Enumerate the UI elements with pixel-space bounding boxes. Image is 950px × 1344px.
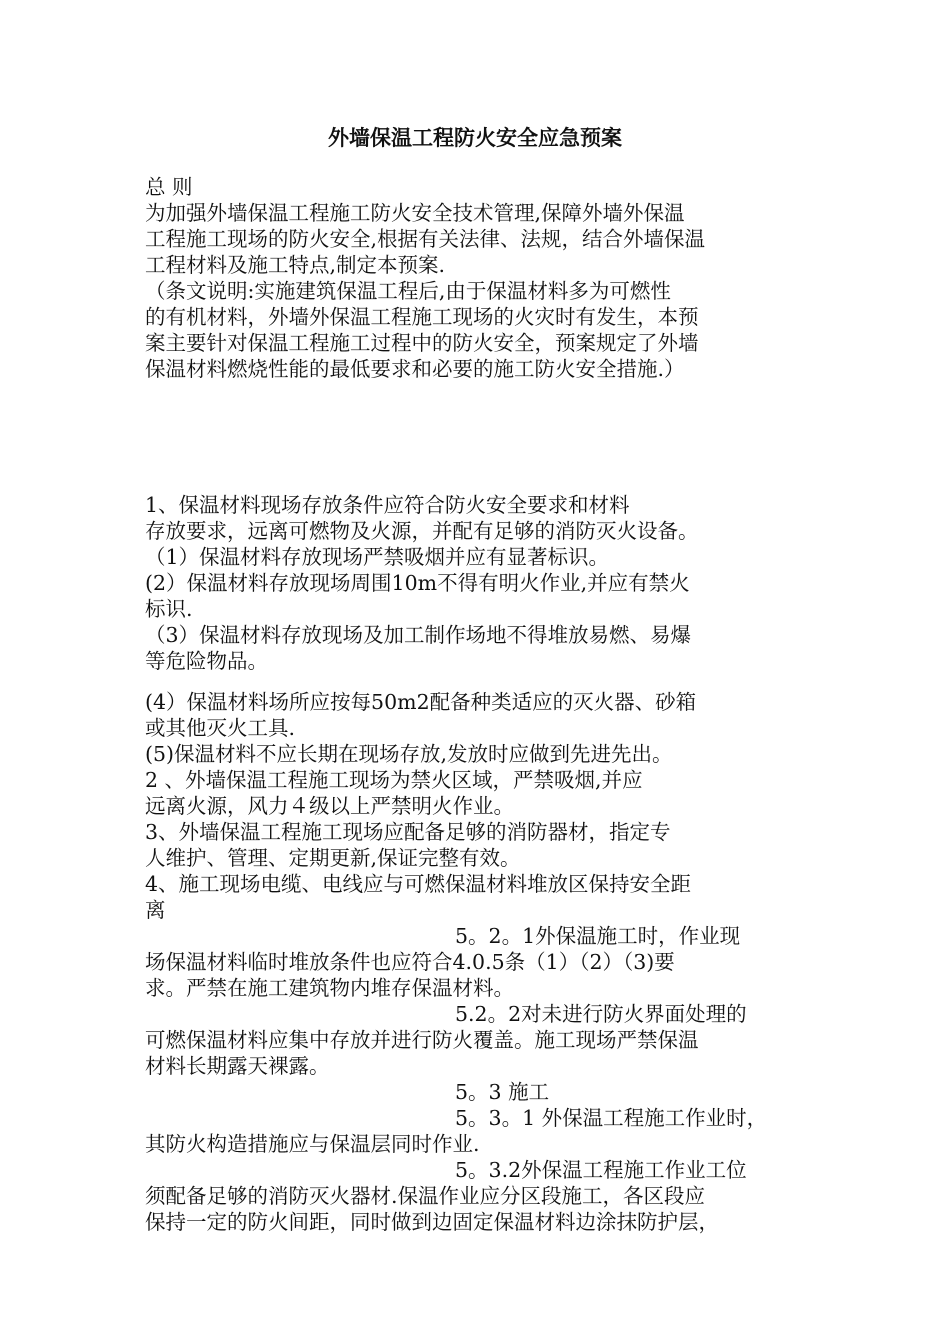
text-line: 或其他灭火工具. [145, 716, 296, 740]
text-line: 远离火源，风力４级以上严禁明火作业。 [145, 794, 514, 818]
text-line: 等危险物品。 [145, 649, 268, 673]
text-line: 工程施工现场的防火安全,根据有关法律、法规，结合外墙保温 [145, 227, 706, 251]
text-line: 场保温材料临时堆放条件也应符合4.0.5条（1）（2）（3)要 [145, 950, 675, 974]
text-line: (2）保温材料存放现场周围10m不得有明火作业,并应有禁火 [145, 571, 690, 595]
text-line: 可燃保温材料应集中存放并进行防火覆盖。施工现场严禁保温 [145, 1028, 699, 1052]
text-line: 保温材料燃烧性能的最低要求和必要的施工防火安全措施.） [145, 357, 685, 381]
text-line: 5。3.2外保温工程施工作业工位 [455, 1158, 747, 1182]
text-line: 离 [145, 898, 166, 922]
text-line: 案主要针对保温工程施工过程中的防火安全，预案规定了外墙 [145, 331, 699, 355]
section-heading: 总 则 [145, 175, 193, 199]
text-line: 2 、外墙保温工程施工现场为禁火区域，严禁吸烟,并应 [145, 768, 643, 792]
text-line: 人维护、管理、定期更新,保证完整有效。 [145, 846, 521, 870]
text-line: 的有机材料，外墙外保温工程施工现场的火灾时有发生，本预 [145, 305, 699, 329]
text-line: 求。严禁在施工建筑物内堆存保温材料。 [145, 976, 514, 1000]
subsection-heading: 5。3 施工 [455, 1080, 550, 1104]
text-line: 须配备足够的消防灭火器材.保温作业应分区段施工，各区段应 [145, 1184, 706, 1208]
text-line: 材料长期露天裸露。 [145, 1054, 330, 1078]
text-line: 存放要求，远离可燃物及火源，并配有足够的消防灭火设备。 [145, 519, 699, 543]
document-title: 外墙保温工程防火安全应急预案 [328, 125, 622, 150]
text-line: (5)保温材料不应长期在现场存放,发放时应做到先进先出。 [145, 742, 673, 766]
text-line: 5.2。2对未进行防火界面处理的 [455, 1002, 747, 1026]
text-line: 5。3。1 外保温工程施工作业时， [455, 1106, 768, 1130]
text-line: 其防火构造措施应与保温层同时作业. [145, 1132, 480, 1156]
text-line: （条文说明:实施建筑保温工程后,由于保温材料多为可燃性 [145, 279, 671, 303]
text-line: 保持一定的防火间距，同时做到边固定保温材料边涂抹防护层， [145, 1210, 719, 1234]
text-line: （3）保温材料存放现场及加工制作场地不得堆放易燃、易爆 [145, 623, 692, 647]
text-line: 4、施工现场电缆、电线应与可燃保温材料堆放区保持安全距 [145, 872, 692, 896]
text-line: 5。2。1外保温施工时，作业现 [455, 924, 741, 948]
text-line: 工程材料及施工特点,制定本预案. [145, 253, 446, 277]
text-line: 标识. [145, 597, 193, 621]
text-line: 3、外墙保温工程施工现场应配备足够的消防器材，指定专 [145, 820, 671, 844]
text-line: (4）保温材料场所应按每50m2配备种类适应的灭火器、砂箱 [145, 690, 697, 714]
text-line: （1）保温材料存放现场严禁吸烟并应有显著标识。 [145, 545, 610, 569]
text-line: 为加强外墙保温工程施工防火安全技术管理,保障外墙外保温 [145, 201, 685, 225]
text-line: 1、保温材料现场存放条件应符合防火安全要求和材料 [145, 493, 630, 517]
